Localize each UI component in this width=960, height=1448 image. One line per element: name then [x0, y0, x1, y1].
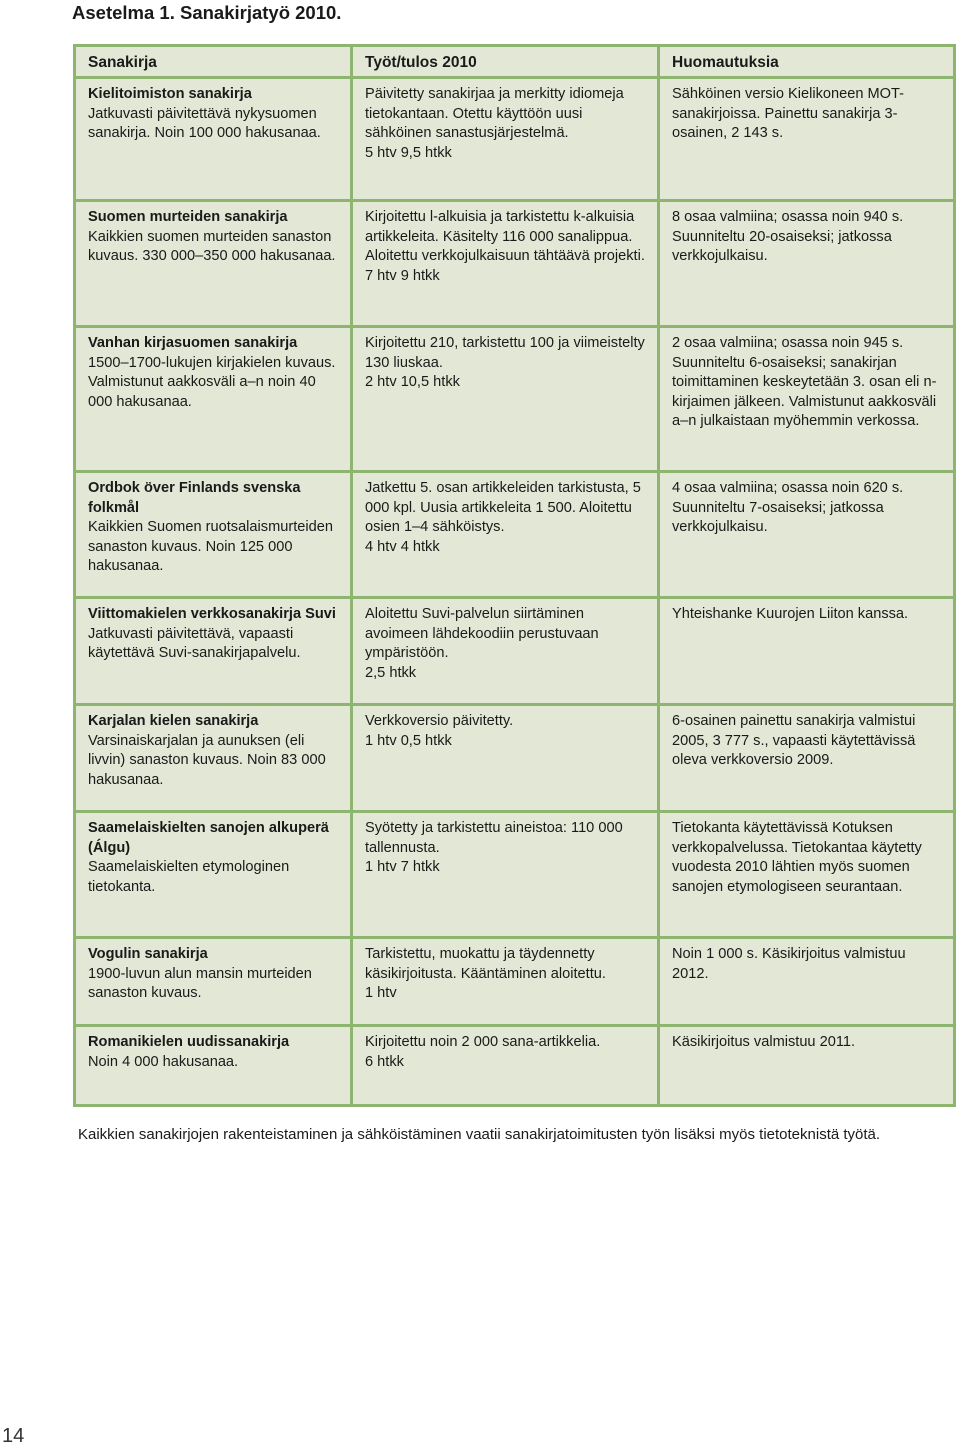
work-description: Kirjoitettu 210, tarkistettu 100 ja viimeistelty 130 liuskaa.: [365, 335, 645, 371]
work-cell: [352, 1026, 659, 1106]
page-title: Asetelma 1. Sanakirjatyö 2010.: [72, 2, 342, 23]
table-row: [75, 78, 955, 201]
dictionary-name: Karjalan kielen sanakirja: [88, 713, 259, 729]
notes-cell: [659, 472, 955, 598]
dictionary-name: Kielitoimiston sanakirja: [88, 86, 252, 102]
dictionary-name: Romanikielen uudissanakirja: [88, 1034, 290, 1050]
dictionary-cell: [75, 938, 352, 1026]
dictionary-name: Viittomakielen verkkosanakirja Suvi: [88, 606, 336, 622]
staff-effort: 1 htv: [365, 985, 397, 1002]
work-cell: [352, 938, 659, 1026]
notes-cell: [659, 812, 955, 938]
dictionary-description: Jatkuvasti päivitettävä nykysuomen sanakirja. Noin 100 000 hakusanaa.: [88, 105, 321, 142]
dictionary-description: Jatkuvasti päivitettävä, vapaasti käytettävä Suvi-sanakirjapalvelu.: [88, 625, 301, 662]
header-work: Työt/tulos 2010: [352, 46, 659, 78]
staff-effort: 5 htv 9,5 htkk: [365, 144, 452, 161]
dictionary-cell: [75, 598, 352, 705]
notes-cell: [659, 1026, 955, 1106]
work-description: Kirjoitettu noin 2 000 sana-artikkelia.: [365, 1034, 601, 1050]
dictionary-name: Ordbok över Finlands svenska folkmål: [88, 480, 301, 516]
dictionary-name: Suomen murteiden sanakirja: [88, 209, 288, 225]
work-description: Verkkoversio päivitetty.: [365, 713, 514, 729]
staff-effort: 2,5 htkk: [365, 664, 417, 681]
header-dictionary: Sanakirja: [75, 46, 352, 78]
staff-effort: 2 htv 10,5 htkk: [365, 374, 460, 391]
table-row: [75, 327, 955, 472]
dictionary-name: Vogulin sanakirja: [88, 946, 208, 962]
table-row: [75, 598, 955, 705]
work-description: Päivitetty sanakirjaa ja merkitty idiomeja tietokantaan. Otettu käyttöön uusi sähköinen sanastusjärjestelmä.: [365, 86, 624, 142]
dictionary-cell: [75, 812, 352, 938]
staff-effort: 6 htkk: [365, 1053, 404, 1070]
work-cell: [352, 598, 659, 705]
work-cell: [352, 78, 659, 201]
dictionary-work-table: [73, 44, 956, 1107]
table-row: [75, 201, 955, 327]
work-description: Tarkistettu, muokattu ja täydennetty käsikirjoitusta. Kääntäminen aloitettu.: [365, 946, 606, 982]
page-number: 14: [2, 1425, 25, 1447]
dictionary-cell: [75, 327, 352, 472]
notes-text: Tietokanta käytettävissä Kotuksen verkkopalvelussa. Tietokantaa käytetty vuodesta 2010 lähtien myös suomen sanojen etymologiseen seurantaan.: [672, 820, 922, 895]
table-row: [75, 705, 955, 812]
dictionary-description: 1900-luvun alun mansin murteiden sanaston kuvaus.: [88, 965, 312, 1002]
dictionary-cell: [75, 78, 352, 201]
dictionary-cell: [75, 201, 352, 327]
table-header-row: [75, 46, 955, 78]
notes-cell: [659, 78, 955, 201]
dictionary-description: Saamelaiskielten etymologinen tietokanta.: [88, 859, 290, 895]
staff-effort: 1 htv 7 htkk: [365, 859, 440, 876]
dictionary-description: Noin 4 000 hakusanaa.: [88, 1053, 239, 1070]
notes-cell: [659, 938, 955, 1026]
work-description: Syötetty ja tarkistettu aineistoa: 110 000 tallennusta.: [365, 820, 623, 856]
dictionary-description: 1500–1700-lukujen kirjakielen kuvaus. Valmistunut aakkosväli a–n noin 40 000 hakusanaa.: [88, 354, 336, 410]
work-cell: [352, 201, 659, 327]
notes-cell: [659, 705, 955, 812]
dictionary-cell: [75, 472, 352, 598]
work-description: Kirjoitettu l-alkuisia ja tarkistettu k-alkuisia artikkeleita. Käsitelty 116 000 sanalippua. Aloitettu verkkojulkaisuun tähtäävä projekti.: [365, 209, 645, 265]
notes-text: 6-osainen painettu sanakirja valmistui 2005, 3 777 s., vapaasti käytettävissä oleva verkkoversio 2009.: [672, 713, 916, 769]
notes-text: Yhteishanke Kuurojen Liiton kanssa.: [672, 606, 909, 622]
notes-cell: [659, 201, 955, 327]
staff-effort: 7 htv 9 htkk: [365, 267, 440, 284]
notes-text: Käsikirjoitus valmistuu 2011.: [672, 1034, 856, 1050]
table-row: [75, 1026, 955, 1106]
work-cell: [352, 327, 659, 472]
notes-text: Sähköinen versio Kielikoneen MOT-sanakirjoissa. Painettu sanakirja 3-osainen, 2 143 s.: [672, 86, 904, 142]
work-description: Jatkettu 5. osan artikkeleiden tarkistusta, 5 000 kpl. Uusia artikkeleita 1 500. Aloitettu osien 1–4 sähköistys.: [365, 480, 641, 536]
work-cell: [352, 812, 659, 938]
table-row: [75, 938, 955, 1026]
dictionary-description: Kaikkien Suomen ruotsalaismurteiden sanaston kuvaus. Noin 125 000 hakusanaa.: [88, 519, 333, 575]
notes-cell: [659, 327, 955, 472]
footnote: Kaikkien sanakirjojen rakenteistaminen ja sähköistäminen vaatii sanakirjatoimitusten työn lisäksi myös tietoteknistä työtä.: [78, 1126, 881, 1143]
notes-text: 4 osaa valmiina; osassa noin 620 s. Suunniteltu 7-osaiseksi; jatkossa verkkojulkaisu.: [672, 480, 904, 536]
dictionary-cell: [75, 1026, 352, 1106]
header-notes: Huomautuksia: [659, 46, 955, 78]
dictionary-name: Vanhan kirjasuomen sanakirja: [88, 335, 298, 351]
notes-text: 8 osaa valmiina; osassa noin 940 s. Suunniteltu 20-osaiseksi; jatkossa verkkojulkaisu.: [672, 209, 904, 265]
staff-effort: 1 htv 0,5 htkk: [365, 732, 452, 749]
staff-effort: 4 htv 4 htkk: [365, 538, 440, 555]
work-cell: [352, 472, 659, 598]
work-cell: [352, 705, 659, 812]
notes-cell: [659, 598, 955, 705]
dictionary-description: Varsinaiskarjalan ja aunuksen (eli livvin) sanaston kuvaus. Noin 83 000 hakusanaa.: [88, 732, 326, 788]
table-row: [75, 812, 955, 938]
dictionary-name: Saamelaiskielten sanojen alkuperä (Álgu): [88, 820, 329, 856]
dictionary-cell: [75, 705, 352, 812]
notes-text: 2 osaa valmiina; osassa noin 945 s. Suunniteltu 6-osaiseksi; sanakirjan toimittaminen keskeytetään 3. osan eli n- kirjaimen jälkeen. Valmistunut aakkosväli a–n julkaistaan myöhemmin verkossa.: [672, 335, 937, 430]
work-description: Aloitettu Suvi-palvelun siirtäminen avoimeen lähdekoodiin perustuvaan ympäristöön.: [365, 606, 599, 662]
table-row: [75, 472, 955, 598]
notes-text: Noin 1 000 s. Käsikirjoitus valmistuu 2012.: [672, 946, 906, 982]
dictionary-description: Kaikkien suomen murteiden sanaston kuvaus. 330 000–350 000 hakusanaa.: [88, 228, 336, 265]
